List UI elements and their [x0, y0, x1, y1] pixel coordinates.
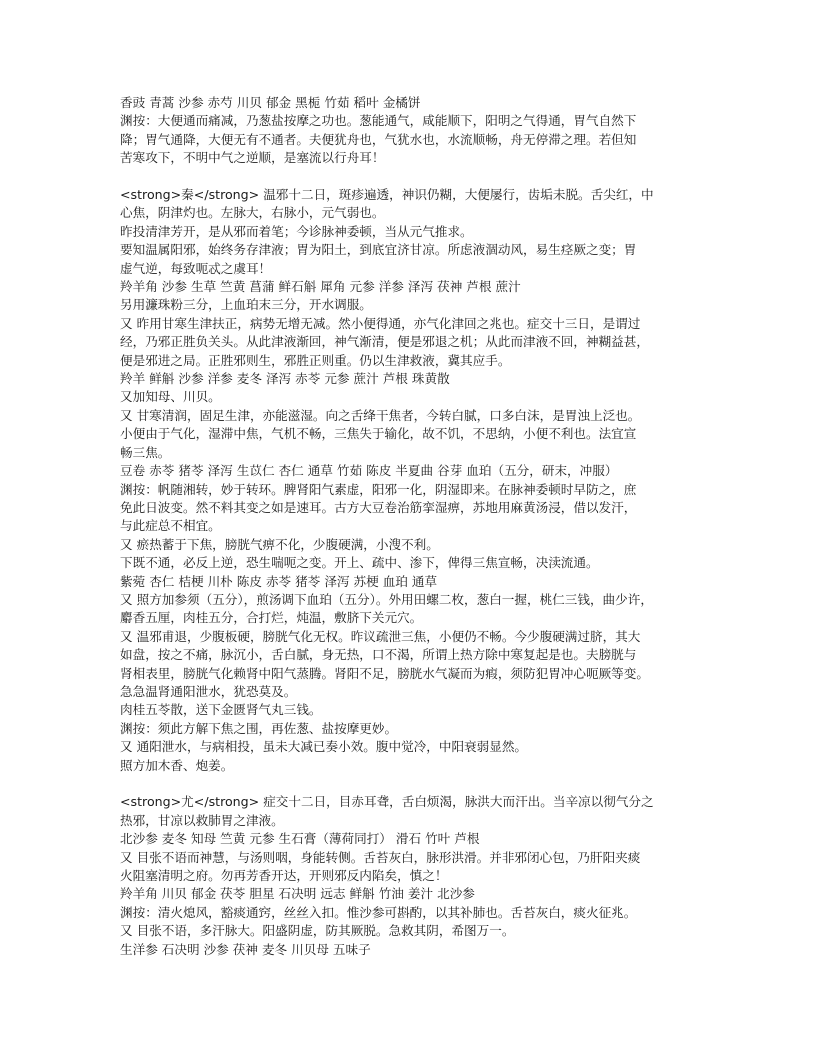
paragraph — [120, 922, 700, 940]
text-line: 又 目张不语，多汗脉大。阳盛阴虚，防其厥脱。急救其阴，希图万一。 — [120, 923, 515, 939]
text-line: 渊按：大便通而痛减，乃葱盐按摩之功也。葱能通气，咸能顺下，阳明之气得通，胃气自然下 — [120, 113, 637, 129]
text-line: <strong>秦</strong> 温邪十二日，斑疹遍透，神识仍糊，大便屡行，齿垢未脱。舌尖红，中 — [120, 187, 654, 203]
paragraph — [120, 885, 700, 903]
paragraph — [120, 793, 700, 830]
text-line: 羚羊 鲜斛 沙参 洋参 麦冬 泽泻 赤苓 元参 蔗汁 芦根 珠黄散 — [120, 371, 450, 387]
paragraph — [120, 536, 700, 554]
paragraph — [120, 315, 700, 370]
text-line: 又加知母、川贝。 — [120, 389, 221, 405]
text-line: 渊按：帆随湘转，妙于转环。脾肾阳气素虚，阳邪一化，阴湿即来。在脉神委顿时早防之，庶 — [120, 481, 637, 497]
text-line: 火阻塞清明之府。勿再芳香开达，开则邪反内陷矣，慎之！ — [120, 868, 448, 884]
paragraph — [120, 830, 700, 848]
paragraph-gap — [120, 775, 700, 793]
text-line: 肾相表里，膀胱气化赖肾中阳气蒸腾。肾阳不足，膀胱水气凝而为瘕，须防犯胃冲心呃厥等变。 — [120, 665, 649, 681]
paragraph — [120, 370, 700, 388]
paragraph — [120, 223, 700, 241]
text-line: 又 照方加参须（五分），煎汤调下血珀（五分）。外用田螺二枚，葱白一握，桃仁三钱，曲少许， — [120, 591, 653, 607]
text-line: 畅三焦。 — [120, 444, 171, 460]
text-line: 另用濂珠粉三分，上血珀末三分，开水调服。 — [120, 297, 372, 313]
text-line: 降；胃气通降，大便无有不通者。夫便犹舟也，气犹水也，水流顺畅，舟无停滞之理。若但知 — [120, 131, 637, 147]
paragraph — [120, 407, 700, 462]
text-line: 经，乃邪正胜负关头。从此津液渐回，神气渐清，便是邪退之机；从此而津液不回，神糊益甚， — [120, 334, 649, 350]
text-line: 与此症总不相宜。 — [120, 518, 221, 534]
paragraph — [120, 591, 700, 628]
paragraph — [120, 628, 700, 702]
text-line: 紫菀 杏仁 桔梗 川朴 陈皮 赤苓 猪苓 泽泻 苏梗 血珀 通草 — [120, 573, 438, 589]
paragraph — [120, 720, 700, 738]
paragraph — [120, 904, 700, 922]
paragraph — [120, 462, 700, 480]
paragraph — [120, 554, 700, 572]
paragraph — [120, 573, 700, 591]
document-page — [120, 94, 700, 959]
paragraph — [120, 186, 700, 223]
paragraph — [120, 941, 700, 959]
text-line: 又 温邪甫退，少腹板硬，膀胱气化无权。昨议疏泄三焦，小便仍不畅。今少腹硬满过脐，其大 — [120, 628, 641, 644]
text-line: 羚羊角 沙参 生草 竺黄 菖蒲 鲜石斛 犀角 元参 洋参 泽泻 茯神 芦根 蔗汁 — [120, 279, 521, 295]
text-line: 渊按：须此方解下焦之围，再佐葱、盐按摩更妙。 — [120, 720, 398, 736]
paragraph — [120, 94, 700, 112]
paragraph-gap — [120, 168, 700, 186]
text-line: 便是邪进之局。正胜邪则生，邪胜正则重。仍以生津救液，冀其应手。 — [120, 352, 511, 368]
text-line: 虚气逆，每致呃忒之虞耳！ — [120, 260, 272, 276]
text-line: 急急温肾通阳泄水，犹恐莫及。 — [120, 683, 297, 699]
text-line: 麝香五厘，肉桂五分，合打烂，炖温，敷脐下关元穴。 — [120, 610, 423, 626]
paragraph — [120, 241, 700, 278]
paragraph — [120, 388, 700, 406]
text-line: 生洋参 石决明 沙参 茯神 麦冬 川贝母 五味子 — [120, 941, 371, 957]
paragraph — [120, 701, 700, 719]
text-line: 又 瘀热蓄于下焦，膀胱气痹不化，少腹硬满，小溲不利。 — [120, 536, 439, 552]
paragraph — [120, 278, 700, 296]
text-line: 要知温属阳邪，始终务存津液；胃为阳土，到底宜济甘凉。所虑液涸动风，易生痉厥之变；胃 — [120, 242, 637, 258]
text-line: <strong>尤</strong> 症交十二日，目赤耳聋，舌白烦渴，脉洪大而汗出。当辛凉以彻气分之 — [120, 794, 654, 810]
text-line: 又 通阳泄水，与病相投，虽未大减已奏小效。腹中觉冷，中阳衰弱显然。 — [120, 739, 528, 755]
text-line: 香豉 青蒿 沙参 赤芍 川贝 郁金 黑栀 竹茹 稻叶 金橘饼 — [120, 95, 421, 110]
text-line: 豆卷 赤苓 猪苓 泽泻 生苡仁 杏仁 通草 竹茹 陈皮 半夏曲 谷芽 血珀（五分，研末，冲服） — [120, 463, 618, 479]
text-line: 小便由于气化，湿滞中焦，气机不畅，三焦失于输化，故不饥，不思纳，小便不利也。法宜宣 — [120, 426, 637, 442]
text-line: 昨投清津芳开，是从邪而着笔；今诊脉神委顿，当从元气推求。 — [120, 223, 473, 239]
text-line: 肉桂五苓散，送下金匮肾气丸三钱。 — [120, 702, 322, 718]
paragraph — [120, 849, 700, 886]
text-line: 心焦，阴津灼也。左脉大，右脉小，元气弱也。 — [120, 205, 385, 221]
text-line: 又 甘寒清润，固足生津，亦能滋湿。向之舌绛干焦者，今转白腻，口多白沫，是胃浊上泛也。 — [120, 407, 641, 423]
paragraph — [120, 296, 700, 314]
text-line: 又 昨用甘寒生津扶正，病势无增无减。然小便得通，亦气化津回之兆也。症交十三日，是谓过 — [120, 315, 641, 331]
paragraph — [120, 112, 700, 167]
paragraph — [120, 481, 700, 536]
text-line: 又 目张不语而神慧，与汤则咽，身能转侧。舌苔灰白，脉形洪滑。并非邪闭心包，乃肝阳夹痰 — [120, 849, 641, 865]
text-line: 北沙参 麦冬 知母 竺黄 元参 生石膏（薄荷同打） 滑石 竹叶 芦根 — [120, 831, 480, 847]
text-line: 热邪，甘凉以救肺胃之津液。 — [120, 812, 284, 828]
text-line: 照方加木香、炮姜。 — [120, 757, 234, 773]
text-line: 免此日波变。然不料其变之如是速耳。古方大豆卷治筋挛湿痹，苏地用麻黄汤浸，借以发汗， — [120, 499, 637, 515]
text-line: 苦寒攻下，不明中气之逆顺，是塞流以行舟耳！ — [120, 150, 385, 166]
text-line: 羚羊角 川贝 郁金 茯苓 胆星 石决明 远志 鲜斛 竹油 姜汁 北沙参 — [120, 886, 475, 902]
text-line: 下既不通，必反上逆，恐生喘呃之变。开上、疏中、渗下，俾得三焦宣畅，决渎流通。 — [120, 555, 599, 571]
text-line: 渊按：清火熄风，豁痰通窍，丝丝入扣。惟沙参可斟酌，以其补肺也。舌苔灰白，痰火征兆。 — [120, 904, 637, 920]
text-line: 如盘，按之不痛，脉沉小，舌白腻，身无热，口不渴，所谓上热方除中寒复起是也。夫膀胱与 — [120, 647, 637, 663]
paragraph — [120, 738, 700, 756]
paragraph — [120, 757, 700, 775]
